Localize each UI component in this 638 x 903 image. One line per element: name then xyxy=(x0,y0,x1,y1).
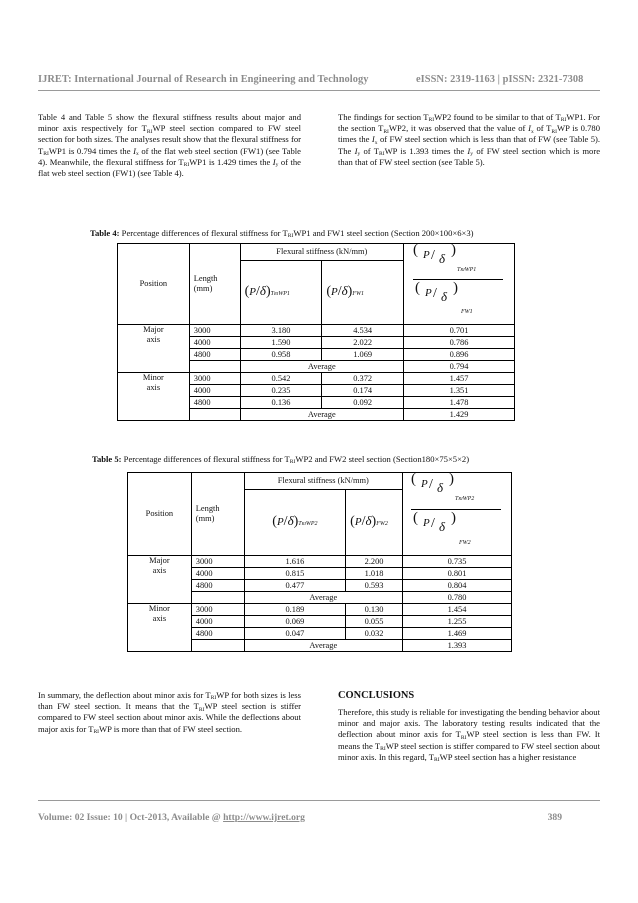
fw-stiffness-cell: 0.593 xyxy=(346,580,403,592)
average-label: Average xyxy=(240,409,403,421)
header-rule xyxy=(38,90,600,91)
length-cell: 4800 xyxy=(189,349,240,361)
journal-link[interactable]: http://www.ijret.org xyxy=(223,812,305,823)
trwp-stiffness-cell: 0.477 xyxy=(244,580,346,592)
position-cell: Minor axis xyxy=(128,604,192,652)
trwp-stiffness-cell: 0.069 xyxy=(244,616,346,628)
right-paragraph: The findings for section $T_{RI}WP2$ found to be similar to that of $T_{RI}WP1$. For the section $T_{RI}WP2$, it was observed that the value of $I_x$ of $T_{RI}WP$ is 0.780 times the $I_x$ of FW steel section which is less than that of FW (see Table 5). The $I_y$ of $T_{RI}WP$ is 1.393 times the $I_y$ of FW steel section which is more than that of FW steel section (see Table 5). xyxy=(338,112,601,167)
length-cell: 3000 xyxy=(189,325,240,337)
ratio-cell: 1.255 xyxy=(402,616,511,628)
table5-caption: Table 5: Percentage differences of flexural stiffness for $T_{RI}WP2$ and FW2 steel section (Section180×75×5×2) xyxy=(92,454,470,466)
table4-header-length: Length (mm) xyxy=(189,244,240,325)
position-cell: Major axis xyxy=(128,556,192,604)
average-blank-cell xyxy=(189,361,240,373)
average-label: Average xyxy=(244,592,402,604)
fw-stiffness-cell: 1.069 xyxy=(322,349,404,361)
table4-body xyxy=(118,325,515,421)
journal-issn: eISSN: 2319-1163 | pISSN: 2321-7308 xyxy=(416,74,584,85)
table-row xyxy=(118,373,515,385)
average-label: Average xyxy=(240,361,403,373)
trwp-stiffness-cell: 1.590 xyxy=(240,337,322,349)
length-cell: 4000 xyxy=(189,385,240,397)
table4-header-flexural: Flexural stiffness (kN/mm) xyxy=(240,244,403,261)
page-footer xyxy=(38,812,600,823)
footer-volume: Volume: 02 Issue: 10 | Oct-2013, Available @ xyxy=(38,812,224,823)
ratio-cell: 1.351 xyxy=(403,385,514,397)
average-value: 0.780 xyxy=(402,592,511,604)
ratio-cell: 0.801 xyxy=(402,568,511,580)
average-blank-cell xyxy=(191,592,244,604)
journal-name: IJRET: International Journal of Research in Engineering and Technology xyxy=(38,74,369,85)
ratio-cell: 1.478 xyxy=(403,397,514,409)
length-cell: 4000 xyxy=(191,568,244,580)
ratio-cell: 1.457 xyxy=(403,373,514,385)
fw-stiffness-cell: 0.174 xyxy=(322,385,404,397)
length-cell: 4800 xyxy=(191,628,244,640)
trwp-stiffness-cell: 0.542 xyxy=(240,373,322,385)
average-blank-cell xyxy=(189,409,240,421)
table4-header-pd-fw: (P/δ)FW1 xyxy=(322,261,404,325)
table5-body xyxy=(128,556,512,652)
trwp-stiffness-cell: 0.235 xyxy=(240,385,322,397)
ratio-cell: 0.701 xyxy=(403,325,514,337)
summary-paragraph: In summary, the deflection about minor axis for $T_{RI}WP$ for both sizes is less than FW steel section. It means that the $T_{RI}WP$ steel section is stiffer compared to FW steel section about minor axis. While the deflections about major axis for $T_{RI}WP$ is more than that of FW steel section. xyxy=(38,690,302,735)
table5 xyxy=(127,472,512,652)
table5-header-position: Position xyxy=(128,473,192,556)
average-value: 1.429 xyxy=(403,409,514,421)
length-cell: 4000 xyxy=(191,616,244,628)
journal-header xyxy=(38,74,600,85)
ratio-cell: 0.786 xyxy=(403,337,514,349)
ratio-cell: 0.804 xyxy=(402,580,511,592)
fw-stiffness-cell: 2.200 xyxy=(346,556,403,568)
position-cell: Minor axis xyxy=(118,373,190,421)
trwp-stiffness-cell: 0.189 xyxy=(244,604,346,616)
ratio-cell: 0.896 xyxy=(403,349,514,361)
table4-header-position: Position xyxy=(118,244,190,325)
footer-rule xyxy=(38,800,600,801)
conclusions-heading: CONCLUSIONS xyxy=(338,690,415,701)
ratio-cell: 0.735 xyxy=(402,556,511,568)
trwp-stiffness-cell: 0.815 xyxy=(244,568,346,580)
fw-stiffness-cell: 0.032 xyxy=(346,628,403,640)
table5-header-pd-fw: (P/δ)FW2 xyxy=(346,490,403,556)
length-cell: 3000 xyxy=(191,556,244,568)
position-cell: Major axis xyxy=(118,325,190,373)
table5-header-flexural: Flexural stiffness (kN/mm) xyxy=(244,473,402,490)
table4-caption: Table 4: Percentage differences of flexural stiffness for $T_{RI}WP1$ and FW1 steel section (Section 200×100×6×3) xyxy=(90,228,474,240)
table-row xyxy=(118,325,515,337)
table5-header-ratio: ( P / δ ) TRIWP2 ( P / δ ) FW2 xyxy=(402,473,511,556)
table5-header-length: Length (mm) xyxy=(191,473,244,556)
table4-header-ratio: ( P / δ ) TRIWP1 ( P / δ ) FW1 xyxy=(403,244,514,325)
average-blank-cell xyxy=(191,640,244,652)
table-row xyxy=(128,604,512,616)
trwp-stiffness-cell: 0.047 xyxy=(244,628,346,640)
trwp-stiffness-cell: 0.958 xyxy=(240,349,322,361)
length-cell: 4000 xyxy=(189,337,240,349)
conclusions-paragraph: Therefore, this study is reliable for investigating the bending behavior about minor and major axis. The laboratory testing results indicated that the deflection about minor axis for $T_{RI}WP$ steel section is less than FW. It means the $T_{RI}WP$ steel section is stiffer compared to FW steel section about minor axis. In this regard, $T_{RI}WP$ steel section has a higher resistance xyxy=(338,707,600,764)
length-cell: 4800 xyxy=(189,397,240,409)
trwp-stiffness-cell: 0.136 xyxy=(240,397,322,409)
ratio-cell: 1.469 xyxy=(402,628,511,640)
fw-stiffness-cell: 0.372 xyxy=(322,373,404,385)
fw-stiffness-cell: 2.022 xyxy=(322,337,404,349)
trwp-stiffness-cell: 3.180 xyxy=(240,325,322,337)
table5-header-pd-trwp: (P/δ)TRIWP2 xyxy=(244,490,346,556)
fw-stiffness-cell: 0.055 xyxy=(346,616,403,628)
length-cell: 4800 xyxy=(191,580,244,592)
table4-header-pd-trwp: (P/δ)TRIWP1 xyxy=(240,261,322,325)
trwp-stiffness-cell: 1.616 xyxy=(244,556,346,568)
fw-stiffness-cell: 0.130 xyxy=(346,604,403,616)
fw-stiffness-cell: 1.018 xyxy=(346,568,403,580)
length-cell: 3000 xyxy=(191,604,244,616)
fw-stiffness-cell: 4.534 xyxy=(322,325,404,337)
table4 xyxy=(117,243,515,421)
average-label: Average xyxy=(244,640,402,652)
page-number: 389 xyxy=(547,812,562,823)
ratio-cell: 1.454 xyxy=(402,604,511,616)
average-value: 1.393 xyxy=(402,640,511,652)
average-value: 0.794 xyxy=(403,361,514,373)
length-cell: 3000 xyxy=(189,373,240,385)
left-paragraph: Table 4 and Table 5 show the flexural stiffness results about major and minor axis respectively for $T_{RI}WP$ steel section compared to FW steel section for both sizes. The analyses result show that the flexural stiffness for $T_{RI}WP1$ is 0.794 times the $I_x$ of the flat web steel section (FW1) (see Table 4). Meanwhile, the flexural stiffness for $T_{RI}WP1$ is 1.429 times the $I_y$ of the flat web steel section (FW1) (see Table 4). xyxy=(38,112,301,179)
fw-stiffness-cell: 0.092 xyxy=(322,397,404,409)
table-row xyxy=(128,556,512,568)
